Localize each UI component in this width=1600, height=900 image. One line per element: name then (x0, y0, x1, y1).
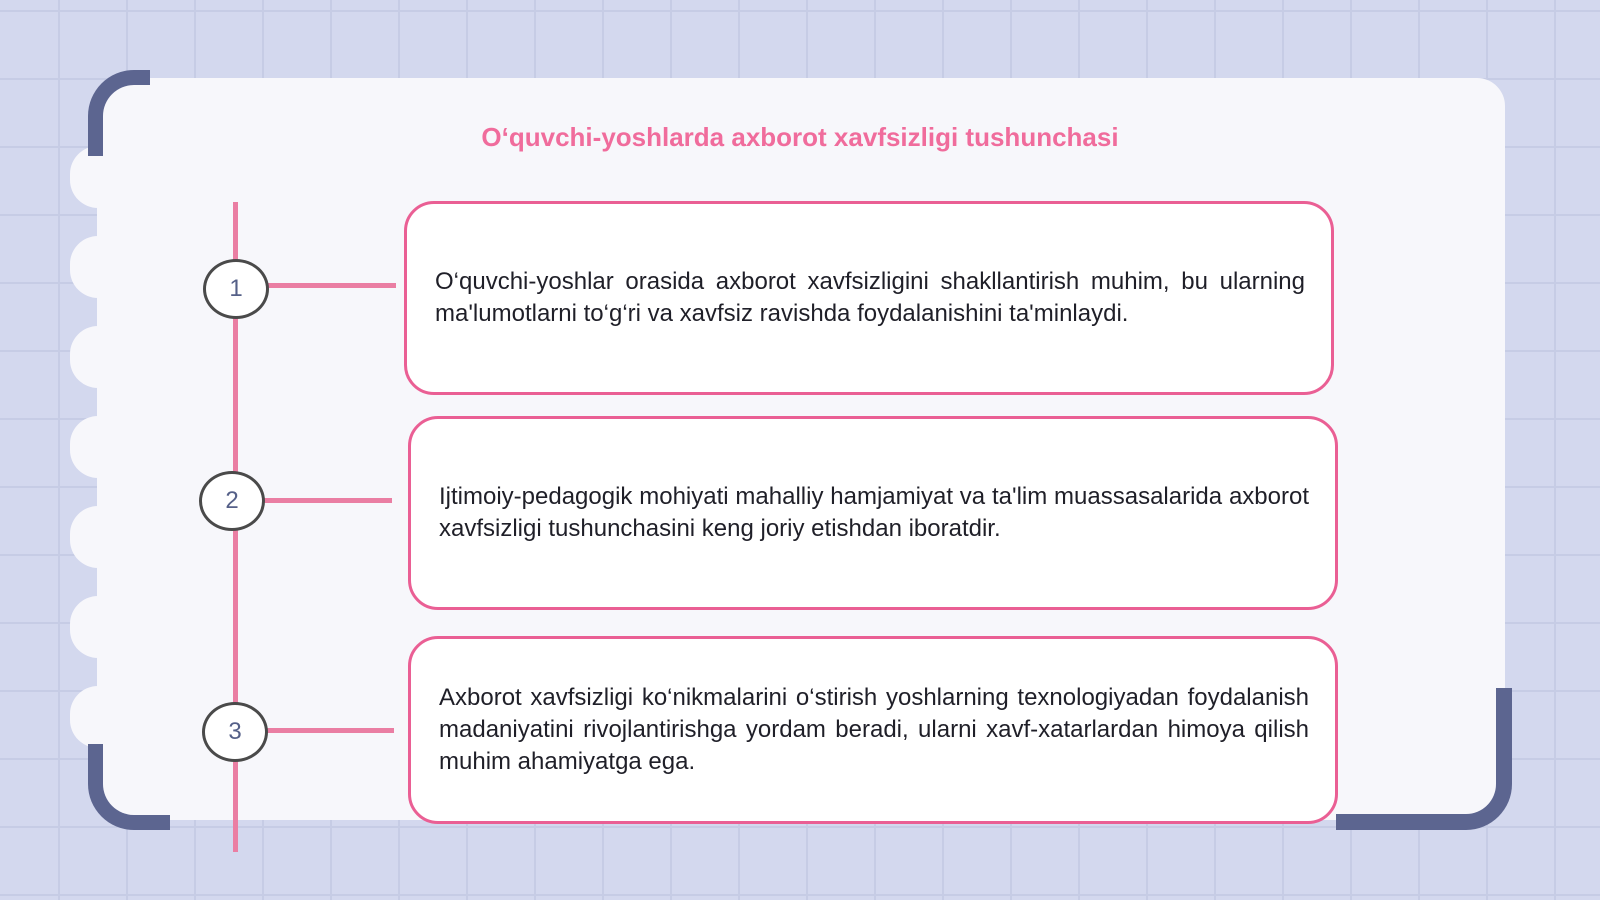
notebook-tab (70, 416, 126, 478)
step-box-2 (408, 416, 1338, 610)
step-box-3 (408, 636, 1338, 824)
step-text-1: O‘quvchi-yoshlar orasida axborot xavfsizligini shakllantirish muhim, bu ularning ma'lumotlarni to‘g‘ri va xavfsiz ravishda foydalanishini ta'minlaydi. (435, 268, 1305, 327)
corner-bracket-top-left (88, 70, 150, 156)
timeline-connector (258, 498, 392, 503)
notebook-tab (70, 506, 126, 568)
timeline-connector (262, 283, 396, 288)
notebook-tab (70, 686, 126, 748)
notebook-tab (70, 326, 126, 388)
slide-title: O‘quvchi-yoshlarda axborot xavfsizligi tushunchasi (481, 122, 1119, 152)
corner-bracket-bottom-left (88, 744, 170, 830)
step-text-3: Axborot xavfsizligi ko‘nikmalarini o‘stirish yoshlarning texnologiyadan foydalanish madaniyatini rivojlantirishga yordam beradi, ularni xavf-xatarlardan himoya qilish muhim ahamiyatga ega. (439, 684, 1309, 775)
step-box-1 (404, 201, 1334, 395)
notebook-tab (70, 596, 126, 658)
step-number-3: 3 (202, 702, 268, 762)
timeline-connector (262, 728, 394, 733)
notebook-tab (70, 236, 126, 298)
step-number-2: 2 (199, 471, 265, 531)
step-number-1: 1 (203, 259, 269, 319)
step-text-2: Ijtimoiy-pedagogik mohiyati mahalliy hamjamiyat va ta'lim muassasalarida axborot xavfsizligi tushunchasini keng joriy etishdan iboratdir. (439, 483, 1309, 542)
corner-bracket-bottom-right (1336, 688, 1512, 830)
